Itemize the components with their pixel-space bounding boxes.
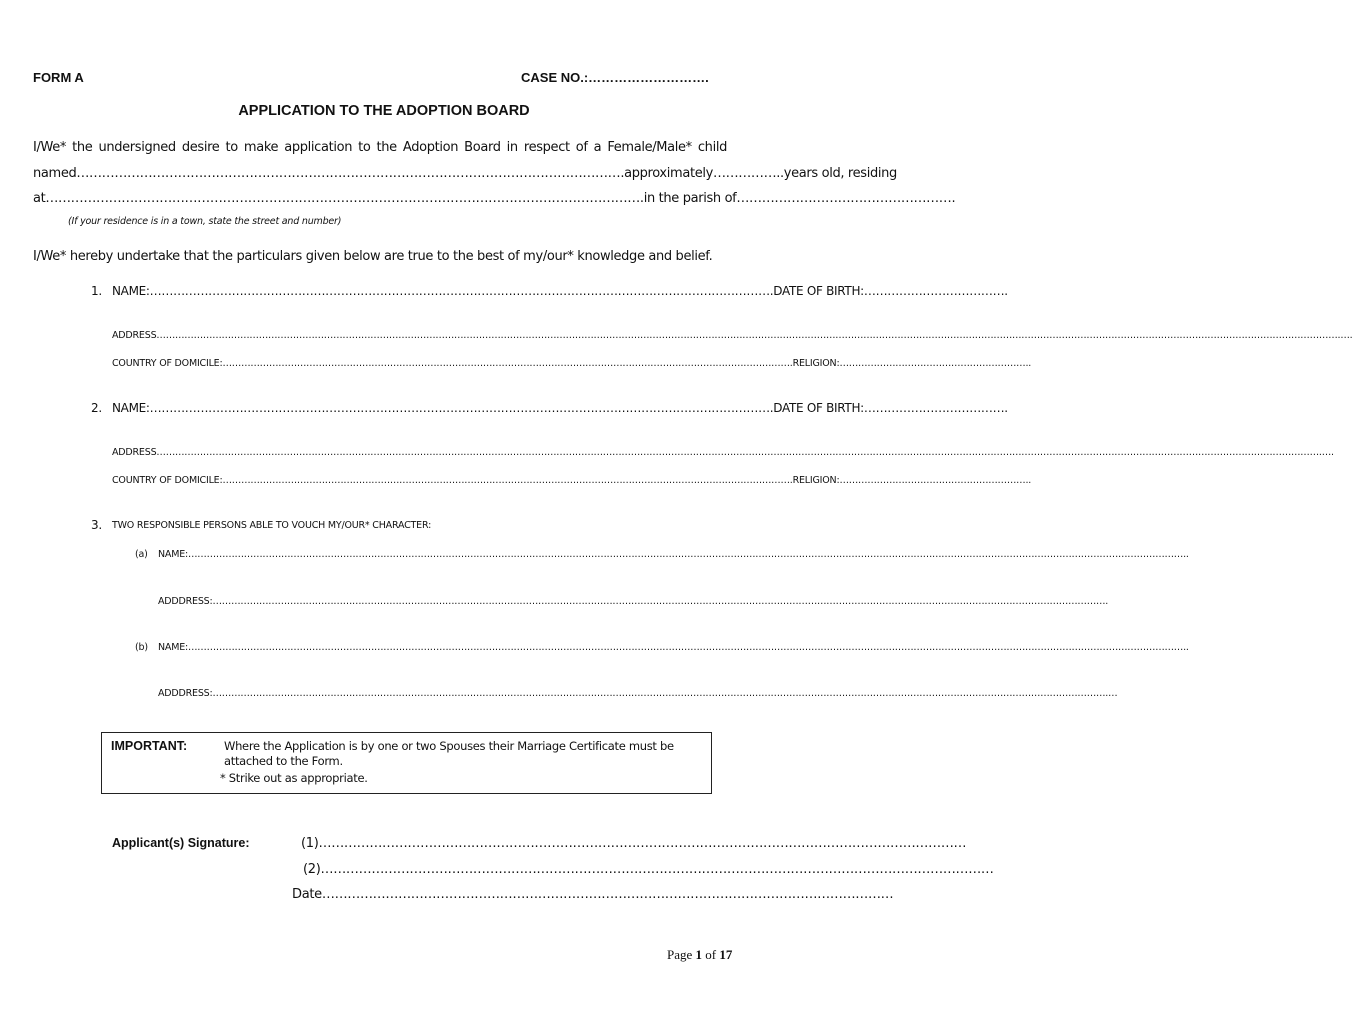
applicant-1-name-field: NAME:…………………………………………………………………………………………………………………………………………….DATE OF BIRTH:………………………………. [112,284,1008,298]
important-notice-box [101,732,712,794]
referee-a-name-field: NAME:…………………………………………………………………………………………………………………………………………………………………………………………………………………………………………………………………………………………….. [158,549,1189,560]
referee-b-name-field: NAME:…………………………………………………………………………………………………………………………………………………………………………………………………………………………………………………………………………………………….. [158,642,1189,653]
referee-b-label: (b) [135,642,148,653]
page-current: 1 [695,947,703,962]
important-text: Where the Application is by one or two Spouses their Marriage Certificate must be attached to the Form. [224,739,674,768]
referees-heading: TWO RESPONSIBLE PERSONS ABLE TO VOUCH MY/OUR* CHARACTER: [112,520,432,531]
of-word: of [705,947,717,962]
undertaking-text: I/We* hereby undertake that the particulars given below are true to the best of my/our* knowledge and belief. [33,249,713,264]
intro-line-1: I/We* the undersigned desire to make application to the Adoption Board in respect of a Female/Male* child [33,140,727,155]
signature-line-1: (1)……………………………………………………………………………………………………………………………………… [301,836,967,851]
applicant-2-domicile-field: COUNTRY OF DOMICILE:………………………………………………………………………………………………………………………………………………………………….RELIGION:…………………………………………………….. [112,475,1032,486]
applicant-1-address-field: ADDRESS………………………………………………………………………………………………………………………………………………………………………………………………………………………………………………………………………………………………………………………………………………….…. [112,330,1352,341]
applicant-2-name-field: NAME:…………………………………………………………………………………………………………………………………………….DATE OF BIRTH:………………………………. [112,401,1008,415]
strike-out-note: * Strike out as appropriate. [220,771,368,785]
applicant-2-number: 2. [91,401,102,415]
signature-line-2: (2)…………………………………………………………………………………………………………………………………………… [303,862,994,877]
referee-a-address-field: ADDDRESS:………………………………………………………………………………………………………………………………………………………………………………………………………………………………………………………………. [158,596,1109,607]
page-total: 17 [719,947,733,962]
case-number: CASE NO.:………………………. [521,70,709,85]
referee-b-address-field: ADDDRESS:……………………………………………………………………………………………………………………………………………………………………………………………………………………………………………………………….… [158,688,1118,699]
applicant-2-address-field: ADDRESS…………………………………………………………………………………………………………………………………………………………………………………………………………………………………………………………………………………………………………………………………………….…. [112,447,1334,458]
page-title: APPLICATION TO THE ADOPTION BOARD [238,103,530,119]
form-label: FORM A [33,70,84,85]
page-word: Page [667,947,693,962]
signature-date-line: Date……………………………………………………………………………………………………………………… [292,887,894,902]
page-number [667,947,732,963]
referees-number: 3. [91,518,102,532]
signature-label: Applicant(s) Signature: [112,836,250,850]
important-label: IMPORTANT: [111,739,188,753]
referee-a-label: (a) [135,549,148,560]
intro-line-2: named………………………………………………………………………………………………………………….approximately……………..years old, residing [33,166,897,181]
residence-note: (If your residence is in a town, state the street and number) [68,216,342,227]
applicant-1-domicile-field: COUNTRY OF DOMICILE:………………………………………………………………………………………………………………………………………………………………….RELIGION:…………………………………………………….. [112,358,1032,369]
applicant-1-number: 1. [91,284,102,298]
intro-line-3: at…………………………………………………………………………………………………………………………….in the parish of……………………………………………. [33,191,956,206]
